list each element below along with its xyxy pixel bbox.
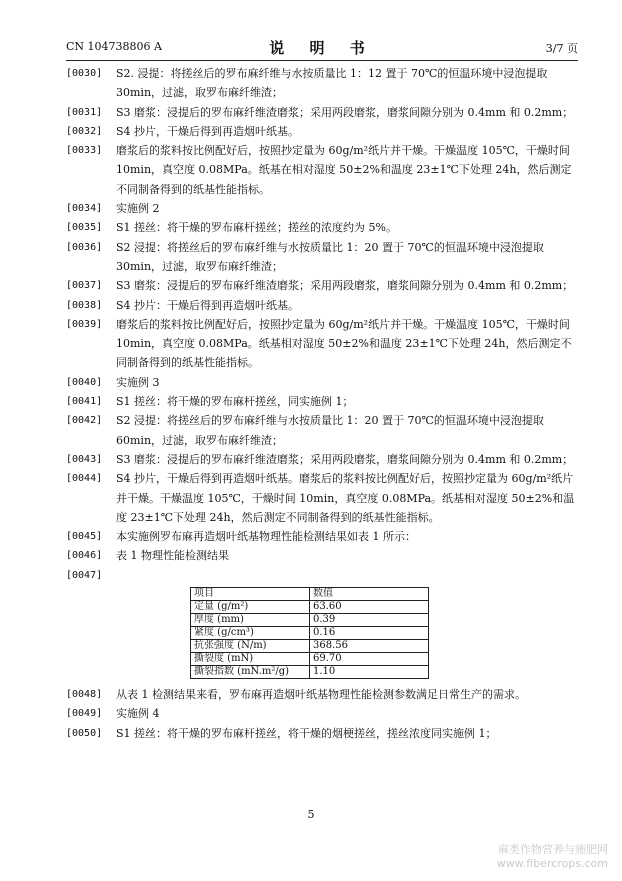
paragraph-number: [0031] (66, 106, 103, 118)
paragraph (66, 315, 578, 373)
paragraph-number: [0037] (66, 280, 103, 292)
paragraph-text: 从表 1 检测结果来看，罗布麻再造烟叶纸基物理性能检测参数满足日常生产的需求。 (116, 688, 526, 702)
paragraph-text: 磨浆后的浆料按比例配好后，按照抄定量为 60g/m²纸片并干燥。干燥温度 105℃，干燥时间 10min，真空度 0.08MPa。纸基在相对湿度 50±2%和温度 23±1℃下处理 24h，然后测定不同制备得到的纸基性能指标。 (116, 144, 572, 196)
properties-table (190, 587, 429, 679)
watermark-line2: www.fibercrops.com (496, 857, 608, 870)
paragraph-list-after (66, 685, 578, 743)
paragraph (66, 199, 578, 218)
paragraph (66, 103, 578, 122)
paragraph-list (66, 64, 578, 585)
paragraph (66, 411, 578, 450)
paragraph-number: [0042] (66, 415, 103, 427)
table-cell: 1.10 (310, 666, 429, 679)
paragraph-number: [0048] (66, 689, 103, 701)
table-row (191, 666, 429, 679)
table-cell: 项目 (191, 588, 310, 601)
paragraph-number: [0035] (66, 222, 103, 234)
paragraph-text: S1 搓丝：将干燥的罗布麻杆搓丝，将干燥的烟梗搓丝，搓丝浓度同实施例 1； (116, 726, 497, 740)
paragraph (66, 566, 578, 585)
page-header (66, 37, 578, 57)
paragraph-text: 磨浆后的浆料按比例配好后，按照抄定量为 60g/m²纸片并干燥。干燥温度 105℃，干燥时间 10min，真空度 0.08MPa。纸基相对湿度 50±2%和温度 23±1℃下处理 24h，然后测定不同制备得到的纸基性能指标。 (116, 317, 572, 370)
paragraph (66, 450, 578, 469)
paragraph-number: [0034] (66, 203, 103, 215)
header-rule (66, 60, 578, 61)
page-number: 5 (307, 808, 315, 821)
paragraph (66, 546, 578, 565)
table-row (191, 640, 429, 653)
paragraph-text: S4 抄片，干燥后得到再造烟叶纸基。 (116, 124, 300, 138)
paragraph-number: [0033] (66, 145, 103, 157)
paragraph-number: [0050] (66, 727, 103, 739)
paragraph-number: [0032] (66, 125, 103, 137)
paragraph (66, 704, 578, 723)
paragraph (66, 724, 578, 743)
paragraph-text: S1 搓丝：将干燥的罗布麻杆搓丝；搓丝的浓度约为 5%。 (116, 221, 397, 235)
paragraph-text (116, 566, 578, 585)
paragraph (66, 296, 578, 315)
paragraph-number: [0047] (66, 569, 103, 581)
paragraph-number: [0043] (66, 453, 103, 465)
paragraph-number: [0038] (66, 299, 103, 311)
table-cell: 数值 (310, 588, 429, 601)
paragraph (66, 685, 578, 704)
paragraph-text: S4 抄片：干燥后得到再造烟叶纸基。 (116, 298, 300, 312)
table-cell: 0.39 (310, 614, 429, 627)
table-cell: 69.70 (310, 653, 429, 666)
paragraph (66, 141, 578, 199)
paragraph-number: [0041] (66, 396, 103, 408)
paragraph-text: S4 抄片，干燥后得到再造烟叶纸基。磨浆后的浆料按比例配好后，按照抄定量为 60g/m²纸片并干燥。干燥温度 105℃，干燥时间 10min，真空度 0.08MPa。纸基相对湿度 50±2%和温度 23±1℃下处理 24h，然后测定不同制备得到的纸基性能指标。 (116, 472, 575, 524)
paragraph-text: 实施例 2 (116, 202, 160, 216)
paragraph-number: [0036] (66, 241, 103, 253)
paragraph-number: [0045] (66, 531, 103, 543)
table-row (191, 627, 429, 640)
document-body (66, 64, 578, 743)
paragraph-text: S1 搓丝：将干燥的罗布麻杆搓丝，同实施例 1； (116, 395, 354, 409)
paragraph-number: [0046] (66, 550, 103, 562)
paragraph-number: [0049] (66, 708, 103, 720)
paragraph-number: [0039] (66, 318, 103, 330)
paragraph (66, 373, 578, 392)
paragraph (66, 122, 578, 141)
paragraph-number: [0030] (66, 68, 103, 79)
paragraph (66, 238, 578, 277)
paragraph (66, 392, 578, 411)
paragraph-number: [0040] (66, 376, 103, 388)
table-row (191, 614, 429, 627)
paragraph (66, 64, 578, 103)
table-row (191, 601, 429, 614)
table-cell: 0.16 (310, 627, 429, 640)
table-cell: 厚度 (mm) (191, 614, 310, 627)
paragraph (66, 469, 578, 527)
table-cell: 368.56 (310, 640, 429, 653)
watermark (497, 843, 608, 871)
paragraph-text: 实施例 3 (116, 375, 160, 389)
table-cell: 撕裂指数 (mN.m²/g) (191, 666, 310, 679)
paragraph-text: S2 浸提：将搓丝后的罗布麻纤维与水按质量比 1：20 置于 70℃的恒温环境中浸泡提取 30min，过滤，取罗布麻纤维渣； (116, 240, 544, 273)
patent-number: CN 104738806 A (66, 40, 162, 53)
paragraph-text: 实施例 4 (116, 707, 160, 721)
table-row (191, 653, 429, 666)
table-cell: 抗张强度 (N/m) (191, 640, 310, 653)
table-cell: 撕裂度 (mN) (191, 653, 310, 666)
page-indicator: 3/7 页 (545, 42, 578, 55)
document-title: 说 明 书 (269, 39, 375, 57)
watermark-line1: 麻类作物营养与施肥网 (498, 843, 608, 856)
paragraph-text: 表 1 物理性能检测结果 (116, 549, 229, 563)
paragraph-text: S3 磨浆：浸提后的罗布麻纤维渣磨浆；采用两段磨浆，磨浆间隙分别为 0.4mm 和 0.2mm； (116, 279, 574, 293)
table-cell: 紧度 (g/cm³) (191, 627, 310, 640)
table-header-row (191, 588, 429, 601)
paragraph-text: S2 浸提：将搓丝后的罗布麻纤维与水按质量比 1：20 置于 70℃的恒温环境中浸泡提取 60min，过滤，取罗布麻纤维渣； (116, 414, 544, 447)
table-cell: 定量 (g/m²) (191, 601, 310, 614)
table-cell: 63.60 (310, 601, 429, 614)
paragraph (66, 276, 578, 295)
paragraph-text: 本实施例罗布麻再造烟叶纸基物理性能检测结果如表 1 所示： (116, 530, 416, 544)
paragraph-text: S3 磨浆：浸提后的罗布麻纤维渣磨浆；采用两段磨浆，磨浆间隙分别为 0.4mm 和 0.2mm； (116, 105, 574, 119)
paragraph (66, 527, 578, 546)
paragraph-number: [0044] (66, 473, 103, 485)
paragraph-text: S3 磨浆：浸提后的罗布麻纤维渣磨浆；采用两段磨浆，磨浆间隙分别为 0.4mm 和 0.2mm； (116, 452, 574, 466)
paragraph-text: S2. 浸提：将搓丝后的罗布麻纤维与水按质量比 1：12 置于 70℃的恒温环境中浸泡提取 30min，过滤，取罗布麻纤维渣； (116, 67, 548, 100)
paragraph (66, 218, 578, 237)
